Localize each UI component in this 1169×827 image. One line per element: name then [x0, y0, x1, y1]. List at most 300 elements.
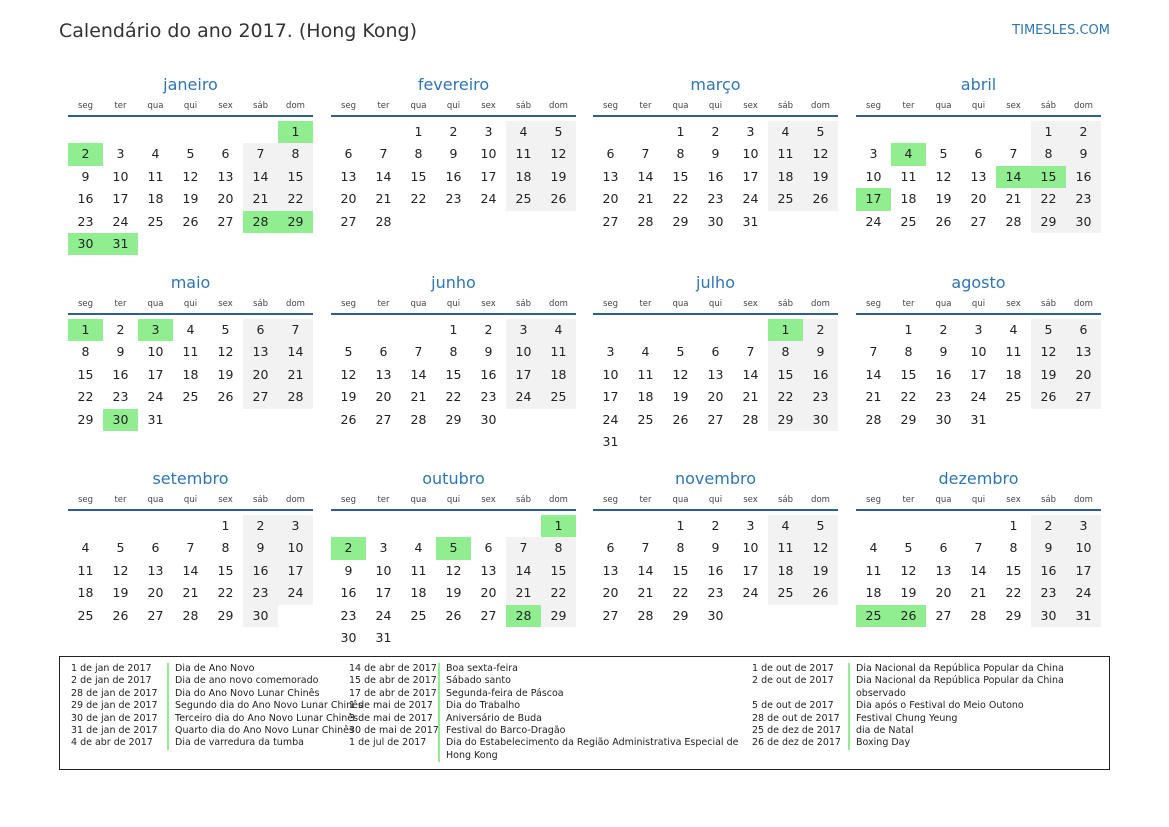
day-cell[interactable]: 7	[506, 537, 541, 559]
day-cell[interactable]: 27	[970, 213, 987, 229]
day-cell[interactable]: 12	[112, 562, 129, 578]
day-cell[interactable]: 23	[243, 582, 278, 604]
day-cell[interactable]: 30	[340, 629, 357, 645]
day-cell[interactable]: 10	[480, 146, 497, 162]
day-cell[interactable]: 21	[637, 585, 654, 601]
day-cell[interactable]: 9	[484, 344, 493, 360]
day-cell[interactable]: 7	[869, 344, 878, 360]
day-cell[interactable]: 13	[707, 366, 724, 382]
day-cell[interactable]: 6	[243, 319, 278, 341]
day-cell[interactable]: 30	[1031, 605, 1066, 627]
day-cell[interactable]: 5	[116, 540, 125, 556]
day-cell[interactable]: 14	[506, 560, 541, 582]
day-cell[interactable]: 10	[602, 366, 619, 382]
day-cell[interactable]: 18	[182, 366, 199, 382]
day-cell[interactable]: 15	[217, 562, 234, 578]
day-cell[interactable]: 8	[221, 540, 230, 556]
day-cell[interactable]: 6	[606, 540, 615, 556]
day-cell[interactable]: 26	[182, 213, 199, 229]
day-cell[interactable]: 17	[1066, 560, 1101, 582]
day-cell[interactable]: 15	[77, 366, 94, 382]
day-cell[interactable]: 9	[81, 168, 90, 184]
day-cell[interactable]: 17	[970, 366, 987, 382]
day-cell[interactable]: 12	[935, 168, 952, 184]
holiday-day-cell[interactable]: 28	[243, 211, 278, 233]
day-cell[interactable]: 20	[970, 191, 987, 207]
day-cell[interactable]: 29	[77, 411, 94, 427]
day-cell[interactable]: 12	[900, 562, 917, 578]
day-cell[interactable]: 23	[112, 389, 129, 405]
day-cell[interactable]: 13	[340, 168, 357, 184]
day-cell[interactable]: 6	[151, 540, 160, 556]
day-cell[interactable]: 7	[243, 143, 278, 165]
day-cell[interactable]: 3	[379, 540, 388, 556]
day-cell[interactable]: 27	[707, 411, 724, 427]
day-cell[interactable]: 16	[243, 560, 278, 582]
day-cell[interactable]: 18	[900, 191, 917, 207]
day-cell[interactable]: 22	[672, 585, 689, 601]
day-cell[interactable]: 23	[1066, 188, 1101, 210]
day-cell[interactable]: 14	[865, 366, 882, 382]
day-cell[interactable]: 8	[278, 143, 313, 165]
day-cell[interactable]: 14	[243, 166, 278, 188]
day-cell[interactable]: 13	[217, 168, 234, 184]
holiday-day-cell[interactable]: 30	[103, 409, 138, 431]
day-cell[interactable]: 13	[935, 562, 952, 578]
holiday-day-cell[interactable]: 25	[856, 605, 891, 627]
day-cell[interactable]: 7	[379, 146, 388, 162]
day-cell[interactable]: 7	[278, 319, 313, 341]
day-cell[interactable]: 10	[112, 168, 129, 184]
day-cell[interactable]: 18	[506, 166, 541, 188]
day-cell[interactable]: 20	[602, 191, 619, 207]
day-cell[interactable]: 27	[243, 386, 278, 408]
day-cell[interactable]: 25	[900, 213, 917, 229]
day-cell[interactable]: 14	[637, 562, 654, 578]
day-cell[interactable]: 14	[278, 341, 313, 363]
day-cell[interactable]: 4	[506, 121, 541, 143]
day-cell[interactable]: 26	[1031, 386, 1066, 408]
day-cell[interactable]: 19	[900, 585, 917, 601]
day-cell[interactable]: 2	[243, 515, 278, 537]
day-cell[interactable]: 30	[1066, 211, 1101, 233]
day-cell[interactable]: 24	[480, 191, 497, 207]
day-cell[interactable]: 3	[278, 515, 313, 537]
day-cell[interactable]: 19	[112, 585, 129, 601]
day-cell[interactable]: 10	[375, 562, 392, 578]
day-cell[interactable]: 15	[278, 166, 313, 188]
day-cell[interactable]: 24	[112, 213, 129, 229]
day-cell[interactable]: 6	[606, 146, 615, 162]
day-cell[interactable]: 13	[1066, 341, 1101, 363]
day-cell[interactable]: 25	[768, 188, 803, 210]
day-cell[interactable]: 8	[414, 146, 423, 162]
day-cell[interactable]: 26	[803, 188, 838, 210]
day-cell[interactable]: 1	[676, 518, 685, 533]
day-cell[interactable]: 27	[480, 607, 497, 623]
day-cell[interactable]: 12	[1031, 341, 1066, 363]
day-cell[interactable]: 21	[243, 188, 278, 210]
day-cell[interactable]: 19	[803, 166, 838, 188]
day-cell[interactable]: 16	[340, 585, 357, 601]
day-cell[interactable]: 22	[541, 582, 576, 604]
day-cell[interactable]: 7	[641, 146, 650, 162]
day-cell[interactable]: 19	[672, 389, 689, 405]
day-cell[interactable]: 11	[77, 562, 94, 578]
day-cell[interactable]: 4	[768, 121, 803, 143]
day-cell[interactable]: 11	[182, 344, 199, 360]
holiday-day-cell[interactable]: 1	[541, 515, 576, 537]
day-cell[interactable]: 8	[449, 344, 458, 360]
day-cell[interactable]: 8	[1031, 143, 1066, 165]
day-cell[interactable]: 25	[768, 582, 803, 604]
day-cell[interactable]: 21	[1005, 191, 1022, 207]
day-cell[interactable]: 1	[449, 322, 458, 337]
day-cell[interactable]: 5	[939, 146, 948, 162]
day-cell[interactable]: 3	[974, 322, 983, 337]
day-cell[interactable]: 4	[81, 540, 90, 556]
day-cell[interactable]: 4	[641, 344, 650, 360]
day-cell[interactable]: 4	[414, 540, 423, 556]
day-cell[interactable]: 20	[707, 389, 724, 405]
day-cell[interactable]: 4	[869, 540, 878, 556]
day-cell[interactable]: 13	[602, 168, 619, 184]
day-cell[interactable]: 17	[278, 560, 313, 582]
day-cell[interactable]: 7	[414, 344, 423, 360]
day-cell[interactable]: 2	[711, 518, 720, 533]
day-cell[interactable]: 4	[151, 146, 160, 162]
site-link[interactable]: TIMESLES.COM	[1012, 23, 1110, 38]
day-cell[interactable]: 8	[676, 146, 685, 162]
day-cell[interactable]: 4	[186, 322, 195, 337]
day-cell[interactable]: 9	[116, 344, 125, 360]
day-cell[interactable]: 7	[186, 540, 195, 556]
day-cell[interactable]: 5	[803, 121, 838, 143]
day-cell[interactable]: 3	[506, 319, 541, 341]
day-cell[interactable]: 14	[970, 562, 987, 578]
day-cell[interactable]: 16	[1031, 560, 1066, 582]
day-cell[interactable]: 25	[541, 386, 576, 408]
day-cell[interactable]: 26	[541, 188, 576, 210]
day-cell[interactable]: 3	[116, 146, 125, 162]
day-cell[interactable]: 28	[742, 411, 759, 427]
day-cell[interactable]: 23	[935, 389, 952, 405]
day-cell[interactable]: 16	[77, 191, 94, 207]
day-cell[interactable]: 2	[711, 124, 720, 139]
day-cell[interactable]: 26	[935, 213, 952, 229]
holiday-day-cell[interactable]: 15	[1031, 166, 1066, 188]
day-cell[interactable]: 28	[865, 411, 882, 427]
day-cell[interactable]: 10	[506, 341, 541, 363]
day-cell[interactable]: 19	[217, 366, 234, 382]
day-cell[interactable]: 22	[77, 389, 94, 405]
day-cell[interactable]: 31	[602, 433, 619, 449]
day-cell[interactable]: 17	[742, 168, 759, 184]
day-cell[interactable]: 23	[445, 191, 462, 207]
day-cell[interactable]: 16	[935, 366, 952, 382]
day-cell[interactable]: 21	[970, 585, 987, 601]
day-cell[interactable]: 29	[768, 409, 803, 431]
day-cell[interactable]: 18	[1005, 366, 1022, 382]
day-cell[interactable]: 16	[480, 366, 497, 382]
day-cell[interactable]: 31	[970, 411, 987, 427]
day-cell[interactable]: 23	[77, 213, 94, 229]
day-cell[interactable]: 21	[637, 191, 654, 207]
day-cell[interactable]: 29	[672, 213, 689, 229]
day-cell[interactable]: 7	[1009, 146, 1018, 162]
day-cell[interactable]: 26	[803, 582, 838, 604]
day-cell[interactable]: 9	[711, 146, 720, 162]
day-cell[interactable]: 9	[939, 344, 948, 360]
day-cell[interactable]: 24	[147, 389, 164, 405]
day-cell[interactable]: 26	[445, 607, 462, 623]
day-cell[interactable]: 11	[541, 341, 576, 363]
day-cell[interactable]: 5	[904, 540, 913, 556]
day-cell[interactable]: 28	[1005, 213, 1022, 229]
day-cell[interactable]: 21	[506, 582, 541, 604]
day-cell[interactable]: 28	[970, 607, 987, 623]
day-cell[interactable]: 20	[935, 585, 952, 601]
day-cell[interactable]: 22	[900, 389, 917, 405]
day-cell[interactable]: 29	[541, 605, 576, 627]
day-cell[interactable]: 6	[1066, 319, 1101, 341]
day-cell[interactable]: 31	[742, 213, 759, 229]
day-cell[interactable]: 13	[147, 562, 164, 578]
day-cell[interactable]: 22	[768, 386, 803, 408]
day-cell[interactable]: 22	[410, 191, 427, 207]
day-cell[interactable]: 26	[672, 411, 689, 427]
day-cell[interactable]: 23	[1031, 582, 1066, 604]
day-cell[interactable]: 20	[340, 191, 357, 207]
day-cell[interactable]: 6	[711, 344, 720, 360]
day-cell[interactable]: 6	[379, 344, 388, 360]
day-cell[interactable]: 6	[974, 146, 983, 162]
holiday-day-cell[interactable]: 1	[768, 319, 803, 341]
day-cell[interactable]: 20	[243, 364, 278, 386]
day-cell[interactable]: 17	[112, 191, 129, 207]
day-cell[interactable]: 29	[1005, 607, 1022, 623]
day-cell[interactable]: 27	[935, 607, 952, 623]
day-cell[interactable]: 18	[637, 389, 654, 405]
day-cell[interactable]: 17	[375, 585, 392, 601]
day-cell[interactable]: 15	[410, 168, 427, 184]
day-cell[interactable]: 8	[904, 344, 913, 360]
holiday-day-cell[interactable]: 5	[436, 537, 471, 559]
day-cell[interactable]: 13	[602, 562, 619, 578]
day-cell[interactable]: 25	[77, 607, 94, 623]
day-cell[interactable]: 9	[1031, 537, 1066, 559]
day-cell[interactable]: 12	[445, 562, 462, 578]
day-cell[interactable]: 28	[637, 213, 654, 229]
day-cell[interactable]: 11	[768, 143, 803, 165]
day-cell[interactable]: 19	[445, 585, 462, 601]
day-cell[interactable]: 3	[484, 124, 493, 139]
day-cell[interactable]: 2	[803, 319, 838, 341]
day-cell[interactable]: 9	[243, 537, 278, 559]
day-cell[interactable]: 23	[707, 585, 724, 601]
day-cell[interactable]: 11	[900, 168, 917, 184]
day-cell[interactable]: 1	[221, 518, 230, 533]
day-cell[interactable]: 23	[803, 386, 838, 408]
day-cell[interactable]: 18	[541, 364, 576, 386]
day-cell[interactable]: 22	[1005, 585, 1022, 601]
day-cell[interactable]: 13	[480, 562, 497, 578]
holiday-day-cell[interactable]: 4	[891, 143, 926, 165]
day-cell[interactable]: 8	[1009, 540, 1018, 556]
day-cell[interactable]: 16	[707, 168, 724, 184]
day-cell[interactable]: 9	[803, 341, 838, 363]
day-cell[interactable]: 18	[865, 585, 882, 601]
day-cell[interactable]: 22	[1031, 188, 1066, 210]
day-cell[interactable]: 10	[147, 344, 164, 360]
day-cell[interactable]: 30	[243, 605, 278, 627]
day-cell[interactable]: 25	[1005, 389, 1022, 405]
day-cell[interactable]: 28	[410, 411, 427, 427]
day-cell[interactable]: 8	[541, 537, 576, 559]
day-cell[interactable]: 24	[1066, 582, 1101, 604]
day-cell[interactable]: 17	[506, 364, 541, 386]
day-cell[interactable]: 20	[375, 389, 392, 405]
day-cell[interactable]: 27	[340, 213, 357, 229]
holiday-day-cell[interactable]: 2	[68, 143, 103, 165]
day-cell[interactable]: 12	[672, 366, 689, 382]
day-cell[interactable]: 16	[803, 364, 838, 386]
day-cell[interactable]: 10	[970, 344, 987, 360]
day-cell[interactable]: 1	[1009, 518, 1018, 533]
day-cell[interactable]: 7	[974, 540, 983, 556]
day-cell[interactable]: 24	[278, 582, 313, 604]
day-cell[interactable]: 26	[217, 389, 234, 405]
day-cell[interactable]: 3	[746, 518, 755, 533]
day-cell[interactable]: 14	[742, 366, 759, 382]
day-cell[interactable]: 3	[606, 344, 615, 360]
day-cell[interactable]: 31	[375, 629, 392, 645]
day-cell[interactable]: 5	[676, 344, 685, 360]
day-cell[interactable]: 9	[449, 146, 458, 162]
day-cell[interactable]: 24	[602, 411, 619, 427]
day-cell[interactable]: 30	[707, 213, 724, 229]
day-cell[interactable]: 5	[803, 515, 838, 537]
day-cell[interactable]: 22	[445, 389, 462, 405]
day-cell[interactable]: 29	[445, 411, 462, 427]
day-cell[interactable]: 23	[480, 389, 497, 405]
day-cell[interactable]: 8	[768, 341, 803, 363]
day-cell[interactable]: 18	[768, 166, 803, 188]
day-cell[interactable]: 19	[541, 166, 576, 188]
day-cell[interactable]: 15	[900, 366, 917, 382]
day-cell[interactable]: 20	[217, 191, 234, 207]
day-cell[interactable]: 9	[711, 540, 720, 556]
day-cell[interactable]: 11	[637, 366, 654, 382]
day-cell[interactable]: 19	[803, 560, 838, 582]
holiday-day-cell[interactable]: 2	[331, 537, 366, 559]
day-cell[interactable]: 11	[506, 143, 541, 165]
day-cell[interactable]: 29	[672, 607, 689, 623]
holiday-day-cell[interactable]: 30	[68, 233, 103, 255]
day-cell[interactable]: 29	[217, 607, 234, 623]
day-cell[interactable]: 2	[449, 124, 458, 139]
day-cell[interactable]: 6	[221, 146, 230, 162]
day-cell[interactable]: 4	[1009, 322, 1018, 337]
day-cell[interactable]: 21	[742, 389, 759, 405]
day-cell[interactable]: 25	[147, 213, 164, 229]
day-cell[interactable]: 17	[480, 168, 497, 184]
day-cell[interactable]: 31	[1066, 605, 1101, 627]
day-cell[interactable]: 3	[746, 124, 755, 139]
day-cell[interactable]: 6	[939, 540, 948, 556]
day-cell[interactable]: 14	[637, 168, 654, 184]
day-cell[interactable]: 24	[865, 213, 882, 229]
day-cell[interactable]: 16	[445, 168, 462, 184]
day-cell[interactable]: 27	[1066, 386, 1101, 408]
day-cell[interactable]: 21	[182, 585, 199, 601]
day-cell[interactable]: 25	[637, 411, 654, 427]
day-cell[interactable]: 24	[742, 585, 759, 601]
day-cell[interactable]: 15	[1005, 562, 1022, 578]
day-cell[interactable]: 3	[1066, 515, 1101, 537]
day-cell[interactable]: 13	[970, 168, 987, 184]
day-cell[interactable]: 19	[935, 191, 952, 207]
day-cell[interactable]: 2	[1031, 515, 1066, 537]
day-cell[interactable]: 1	[676, 124, 685, 139]
day-cell[interactable]: 24	[506, 386, 541, 408]
day-cell[interactable]: 15	[445, 366, 462, 382]
day-cell[interactable]: 27	[602, 607, 619, 623]
day-cell[interactable]: 5	[221, 322, 230, 337]
day-cell[interactable]: 19	[182, 191, 199, 207]
day-cell[interactable]: 11	[410, 562, 427, 578]
day-cell[interactable]: 14	[410, 366, 427, 382]
day-cell[interactable]: 17	[147, 366, 164, 382]
day-cell[interactable]: 1	[904, 322, 913, 337]
day-cell[interactable]: 11	[1005, 344, 1022, 360]
day-cell[interactable]: 13	[243, 341, 278, 363]
day-cell[interactable]: 2	[939, 322, 948, 337]
day-cell[interactable]: 17	[602, 389, 619, 405]
day-cell[interactable]: 5	[344, 344, 353, 360]
day-cell[interactable]: 5	[186, 146, 195, 162]
day-cell[interactable]: 22	[672, 191, 689, 207]
day-cell[interactable]: 25	[506, 188, 541, 210]
day-cell[interactable]: 10	[865, 168, 882, 184]
day-cell[interactable]: 30	[935, 411, 952, 427]
day-cell[interactable]: 12	[182, 168, 199, 184]
day-cell[interactable]: 24	[742, 191, 759, 207]
day-cell[interactable]: 22	[217, 585, 234, 601]
day-cell[interactable]: 29	[1031, 211, 1066, 233]
holiday-day-cell[interactable]: 1	[278, 121, 313, 143]
day-cell[interactable]: 16	[112, 366, 129, 382]
day-cell[interactable]: 28	[182, 607, 199, 623]
day-cell[interactable]: 20	[1066, 364, 1101, 386]
day-cell[interactable]: 28	[637, 607, 654, 623]
day-cell[interactable]: 30	[803, 409, 838, 431]
day-cell[interactable]: 8	[676, 540, 685, 556]
day-cell[interactable]: 12	[340, 366, 357, 382]
day-cell[interactable]: 29	[900, 411, 917, 427]
day-cell[interactable]: 10	[742, 146, 759, 162]
day-cell[interactable]: 8	[81, 344, 90, 360]
day-cell[interactable]: 3	[869, 146, 878, 162]
day-cell[interactable]: 31	[147, 411, 164, 427]
day-cell[interactable]: 15	[672, 562, 689, 578]
day-cell[interactable]: 19	[340, 389, 357, 405]
day-cell[interactable]: 4	[768, 515, 803, 537]
day-cell[interactable]: 13	[375, 366, 392, 382]
day-cell[interactable]: 25	[410, 607, 427, 623]
day-cell[interactable]: 20	[480, 585, 497, 601]
day-cell[interactable]: 16	[1066, 166, 1101, 188]
